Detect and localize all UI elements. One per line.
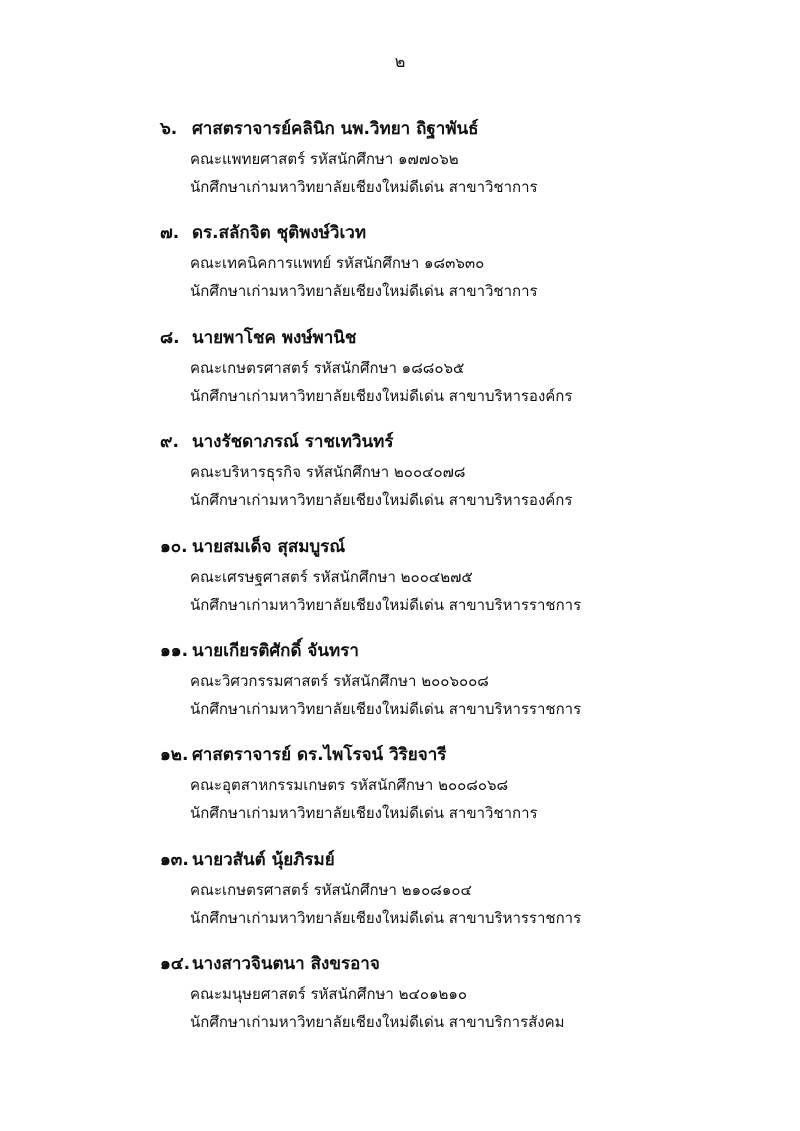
faculty-line: คณะแพทยศาสตร์ รหัสนักศึกษา ๑๗๗๐๖๒ — [190, 150, 459, 168]
page-number: ๒ — [394, 52, 406, 71]
award-line: นักศึกษาเก่ามหาวิทยาลัยเชียงใหม่ดีเด่น สาขาบริการสังคม — [190, 1013, 565, 1032]
awardee-name: นายพาโชค พงษ์พานิช — [192, 327, 357, 348]
award-line: นักศึกษาเก่ามหาวิทยาลัยเชียงใหม่ดีเด่น สาขาบริหารราชการ — [190, 699, 582, 718]
entry-number: ๙. — [160, 432, 179, 453]
awardee-list — [0, 115, 800, 1055]
awardee-name: ศาสตราจารย์คลินิก นพ.วิทยา ถิฐาพันธ์ — [192, 119, 479, 139]
awardee-name: นายสมเด็จ สุสมบูรณ์ — [192, 536, 346, 557]
entry-number: ๗. — [160, 223, 180, 244]
faculty-line: คณะอุตสาหกรรมเกษตร รหัสนักศึกษา ๒๐๐๘๐๖๘ — [190, 776, 509, 795]
faculty-line: คณะวิศวกรรมศาสตร์ รหัสนักศึกษา ๒๐๐๖๐๐๘ — [190, 671, 489, 690]
award-line: นักศึกษาเก่ามหาวิทยาลัยเชียงใหม่ดีเด่น สาขาวิชาการ — [190, 178, 538, 196]
entry-number: ๑๓. — [160, 849, 189, 870]
awardee-entry — [0, 219, 800, 323]
faculty-line: คณะเศรษฐศาสตร์ รหัสนักศึกษา ๒๐๐๔๒๗๕ — [190, 567, 473, 586]
awardee-name: ดร.สลักจิต ชุติพงษ์วิเวท — [192, 223, 367, 244]
faculty-line: คณะเกษตรศาสตร์ รหัสนักศึกษา ๑๘๘๐๖๕ — [190, 358, 465, 377]
awardee-entry — [0, 533, 800, 637]
awardee-entry — [0, 741, 800, 845]
entry-number: ๑๔. — [160, 954, 191, 975]
award-line: นักศึกษาเก่ามหาวิทยาลัยเชียงใหม่ดีเด่น สาขาวิชาการ — [190, 282, 538, 301]
awardee-entry — [0, 115, 800, 219]
awardee-name: นายเกียรติศักดิ์ จันทรา — [192, 640, 359, 661]
entry-number: ๘. — [160, 327, 180, 348]
entry-number: ๑๐. — [160, 536, 188, 557]
awardee-entry — [0, 428, 800, 532]
awardee-name: นางรัชดาภรณ์ ราชเทวินทร์ — [192, 432, 394, 453]
faculty-line: คณะบริหารธุรกิจ รหัสนักศึกษา ๒๐๐๔๐๗๘ — [190, 463, 466, 482]
awardee-entry — [0, 950, 800, 1054]
faculty-line: คณะเกษตรศาสตร์ รหัสนักศึกษา ๒๑๐๘๑๐๔ — [190, 880, 472, 899]
entry-number: ๑๑. — [160, 640, 189, 661]
awardee-name: ศาสตราจารย์ ดร.ไพโรจน์ วิริยจารี — [192, 745, 447, 766]
awardee-name: นายวสันต์ นุ้ยภิรมย์ — [192, 849, 335, 870]
award-line: นักศึกษาเก่ามหาวิทยาลัยเชียงใหม่ดีเด่น สาขาวิชาการ — [190, 804, 538, 823]
award-line: นักศึกษาเก่ามหาวิทยาลัยเชียงใหม่ดีเด่น สาขาบริหารองค์กร — [190, 386, 573, 405]
award-line: นักศึกษาเก่ามหาวิทยาลัยเชียงใหม่ดีเด่น สาขาบริหารองค์กร — [190, 491, 573, 510]
awardee-entry — [0, 324, 800, 428]
faculty-line: คณะมนุษยศาสตร์ รหัสนักศึกษา ๒๔๐๑๒๑๐ — [190, 985, 468, 1004]
entry-number: ๖. — [160, 119, 178, 139]
awardee-entry — [0, 846, 800, 950]
entry-number: ๑๒. — [160, 745, 189, 766]
award-line: นักศึกษาเก่ามหาวิทยาลัยเชียงใหม่ดีเด่น สาขาบริหารราชการ — [190, 595, 582, 614]
awardee-name: นางสาวจินตนา สิงขรอาจ — [192, 954, 380, 975]
faculty-line: คณะเทคนิคการแพทย์ รหัสนักศึกษา ๑๘๓๖๓๐ — [190, 254, 485, 273]
award-line: นักศึกษาเก่ามหาวิทยาลัยเชียงใหม่ดีเด่น สาขาบริหารราชการ — [190, 908, 582, 927]
awardee-entry — [0, 637, 800, 741]
